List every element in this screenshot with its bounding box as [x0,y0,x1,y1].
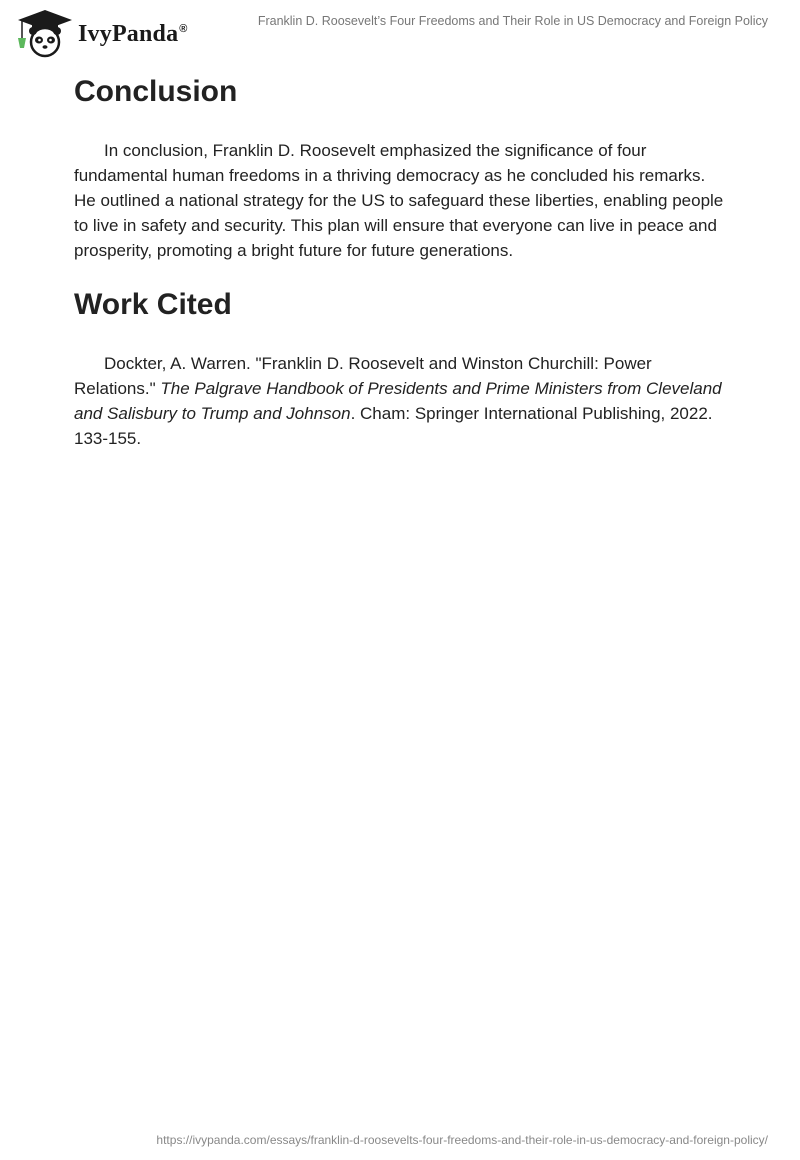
citation-book-title: The Palgrave Handbook of Presidents and Prime Ministers from Cleveland and Salisbury to Trump and Johnson [74,379,722,423]
page-header [0,0,800,60]
citation-entry [74,351,724,451]
conclusion-paragraph: In conclusion, Franklin D. Roosevelt emphasized the significance of four fundamental human freedoms in a thriving democracy as he concluded his remarks. He outlined a national strategy for the US to safeguard these liberties, enabling people to live in safety and security. This plan will ensure that everyone can live in peace and prosperity, promoting a bright future for future generations. [74,141,724,260]
footer-url[interactable]: https://ivypanda.com/essays/franklin-d-roosevelts-four-freedoms-and-their-role-in-us-democracy-and-foreign-policy/ [156,1133,768,1147]
conclusion-heading: Conclusion [74,75,238,108]
running-title: Franklin D. Roosevelt’s Four Freedoms and Their Role in US Democracy and Foreign Policy [257,14,768,28]
panda-graduation-cap-logo-icon [14,8,76,58]
document-body [74,68,724,451]
works-cited-heading: Work Cited [74,288,232,321]
citation-publication: . Cham: Springer International Publishing, 2022. 133-155. [74,404,713,448]
ivypanda-logo[interactable] [14,8,188,58]
brand-name: IvyPanda® [78,20,188,47]
citation-author-title: Dockter, A. Warren. "Franklin D. Roosevelt and Winston Churchill: Power Relations." [74,354,652,398]
